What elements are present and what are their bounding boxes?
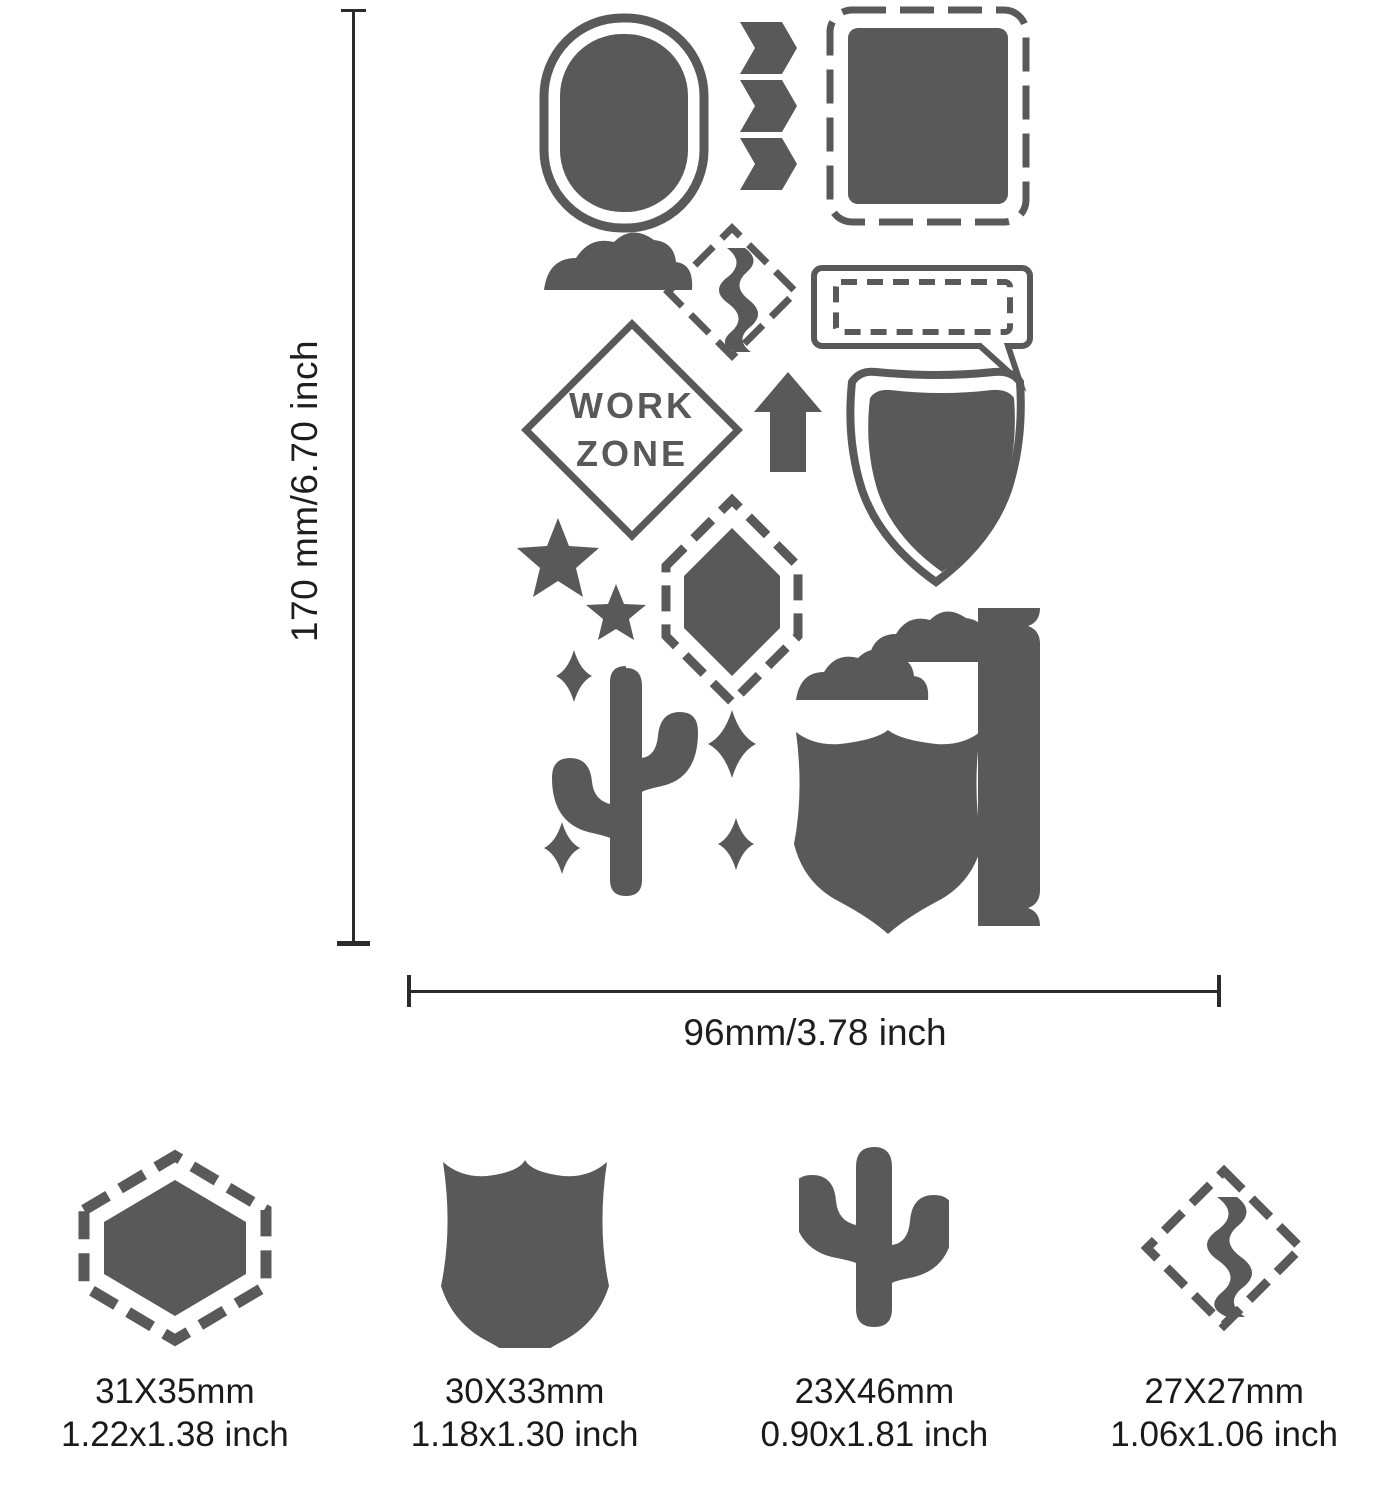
rounded-oval-frame — [544, 18, 704, 228]
sparkle — [718, 818, 754, 870]
item-size-list — [0, 1140, 1399, 1456]
item-caption — [761, 1371, 989, 1456]
list-item — [700, 1140, 1050, 1456]
road-strip — [978, 608, 1040, 926]
item-size-inch: 1.06x1.06 inch — [1110, 1414, 1338, 1454]
item-caption — [411, 1371, 639, 1456]
star-small — [586, 584, 646, 640]
winding-road-sign — [668, 228, 796, 356]
star-large — [517, 518, 599, 597]
width-dimension-label: 96mm/3.78 inch — [683, 1012, 947, 1053]
work-zone-text-line2: ZONE — [575, 433, 689, 474]
width-dimension-line — [409, 990, 1221, 993]
sparkle — [544, 822, 580, 874]
list-item — [350, 1140, 700, 1456]
item-size-mm: 30X33mm — [444, 1372, 605, 1411]
cloud-small — [544, 232, 692, 290]
height-dimension-label: 170 mm/6.70 inch — [284, 339, 325, 643]
cloud-double — [796, 611, 1000, 700]
item-size-mm: 27X27mm — [1144, 1372, 1304, 1411]
die-cut-sheet — [500, 0, 1240, 940]
list-item — [0, 1140, 350, 1456]
highway-shield — [794, 730, 982, 934]
height-dimension-line — [352, 10, 355, 945]
item-size-mm: 31X35mm — [95, 1372, 255, 1411]
hexagon-badge-icon — [70, 1140, 280, 1355]
item-size-inch: 0.90x1.81 inch — [760, 1414, 989, 1454]
item-size-inch: 1.18x1.30 inch — [410, 1414, 639, 1454]
chevron-arrows — [740, 22, 797, 190]
item-caption — [1110, 1371, 1338, 1456]
up-arrow — [754, 372, 822, 472]
cactus-icon — [799, 1140, 949, 1355]
hexagon-badge — [666, 500, 798, 702]
sparkle — [556, 650, 592, 702]
item-caption — [61, 1371, 289, 1456]
work-zone-text-line1: WORK — [569, 385, 695, 426]
height-dimension-cap-bottom — [337, 941, 370, 946]
speech-bubble-banner — [814, 268, 1030, 382]
sparkle — [708, 710, 756, 778]
item-size-inch: 1.22x1.38 inch — [61, 1414, 289, 1454]
shield-outline-badge — [850, 372, 1020, 582]
winding-road-sign-icon — [1139, 1140, 1309, 1355]
item-size-mm: 23X46mm — [794, 1372, 955, 1411]
width-dimension-cap-right — [1217, 975, 1221, 1007]
rounded-square-frame — [830, 10, 1026, 222]
highway-shield-icon — [435, 1140, 615, 1355]
work-zone-diamond-sign — [526, 324, 738, 536]
list-item — [1049, 1140, 1399, 1456]
